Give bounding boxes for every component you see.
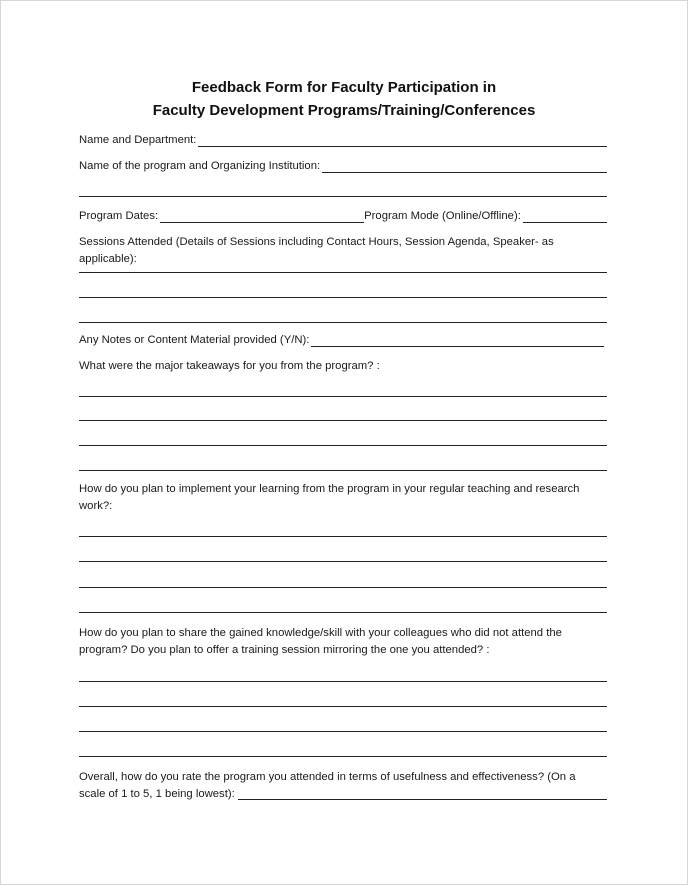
dates-mode-row (79, 209, 607, 223)
program-dates-label: Program Dates: (79, 210, 159, 222)
takeaways-field-line1[interactable] (79, 396, 607, 397)
share-question-line1: How do you plan to share the gained knowledge/skill with your colleagues who did not attend the (79, 627, 562, 639)
notes-field[interactable] (311, 335, 604, 347)
rating-question-line2-row (79, 786, 607, 803)
program-name-label: Name of the program and Organizing Institution: (79, 160, 321, 172)
share-field-line4[interactable] (79, 756, 607, 757)
rating-question-line1: Overall, how do you rate the program you attended in terms of usefulness and effectiveness? (On a (79, 771, 576, 783)
form-title-line2: Faculty Development Programs/Training/Conferences (152, 102, 536, 119)
sessions-field-line1[interactable] (79, 272, 607, 273)
takeaways-field-line4[interactable] (79, 470, 607, 471)
name-department-row (79, 133, 607, 147)
rating-field[interactable] (238, 788, 607, 800)
rating-question (79, 769, 607, 803)
takeaways-label: What were the major takeaways for you from the program? : (79, 360, 380, 372)
program-name-row (79, 159, 607, 173)
program-dates-field[interactable] (160, 211, 364, 223)
notes-label: Any Notes or Content Material provided (Y/N): (79, 334, 310, 346)
share-field-line2[interactable] (79, 706, 607, 707)
rating-question-line2: scale of 1 to 5, 1 being lowest): (79, 788, 235, 800)
share-field-line1[interactable] (79, 681, 607, 682)
sessions-attended-label: Sessions Attended (Details of Sessions including Contact Hours, Session Agenda, Speaker- as applicable): (79, 236, 554, 265)
form-title-line1: Feedback Form for Faculty Participation in (191, 79, 497, 96)
sessions-field-line2[interactable] (79, 297, 607, 298)
program-name-field-line2[interactable] (79, 196, 607, 197)
implement-question-line2: work?: (79, 500, 113, 512)
implement-question-line1: How do you plan to implement your learning from the program in your regular teaching and research (79, 483, 580, 495)
program-name-field[interactable] (322, 161, 607, 173)
implement-field-line2[interactable] (79, 561, 607, 562)
implement-field-line3[interactable] (79, 587, 607, 588)
implement-question (79, 481, 607, 515)
takeaways-field-line2[interactable] (79, 420, 607, 421)
sessions-field-line3[interactable] (79, 322, 607, 323)
program-mode-label: Program Mode (Online/Offline): (364, 210, 521, 222)
notes-row (79, 333, 607, 347)
share-question (79, 625, 607, 659)
name-department-field[interactable] (198, 135, 607, 147)
share-field-line3[interactable] (79, 731, 607, 732)
name-department-label: Name and Department: (79, 134, 197, 146)
program-mode-field[interactable] (523, 211, 607, 223)
takeaways-field-line3[interactable] (79, 445, 607, 446)
implement-field-line4[interactable] (79, 612, 607, 613)
implement-field-line1[interactable] (79, 536, 607, 537)
share-question-line2: program? Do you plan to offer a training session mirroring the one you attended? : (79, 644, 490, 656)
